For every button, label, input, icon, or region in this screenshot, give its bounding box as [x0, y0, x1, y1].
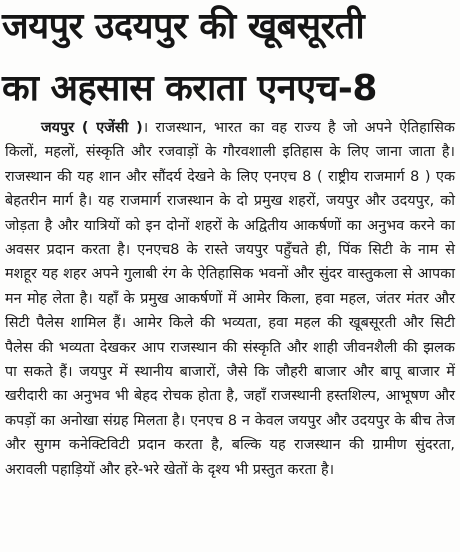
- dateline: जयपुर ( एजेंसी ): [41, 120, 143, 136]
- headline-line-2: का अहसास कराता एनएच-8: [2, 68, 377, 109]
- article-body: [5, 116, 455, 482]
- article-body-text: । राजस्थान, भारत का वह राज्य है जो अपने ऐतिहासिक किलों, महलों, संस्कृति और रजवाड़ों के गौरवशाली इतिहास के लिए जाना जाता है। राजस्थान की यह शान और सौंदर्य देखने के लिए एनएच 8 ( राष्ट्रीय राजमार्ग 8 ) एक बेहतरीन मार्ग है। यह राजमार्ग राजस्थान के दो प्रमुख शहरों, जयपुर और उदयपुर, को जोड़ता है और यात्रियों को इन दोनों शहरों के अद्वितीय आकर्षणों का अनुभव करने का अवसर प्रदान करता है। एनएच8 के रास्ते जयपुर पहुँचते ही, पिंक सिटी के नाम से मशहूर यह शहर अपने गुलाबी रंग के ऐतिहासिक भवनों और सुंदर वास्तुकला से आपका मन मोह लेता है। यहाँ के प्रमुख आकर्षणों में आमेर किला, हवा महल, जंतर मंतर और सिटी पैलेस शामिल हैं। आमेर किले की भव्यता, हवा महल की खूबसूरती और सिटी पैलेस की भव्यता देखकर आप राजस्थान की संस्कृति और शाही जीवनशैली की झलक पा सकते हैं। जयपुर में स्थानीय बाजारों, जैसे कि जौहरी बाजार और बापू बाजार में खरीदारी का अनुभव भी बेहद रोचक होता है, जहाँ राजस्थानी हस्तशिल्प, आभूषण और कपड़ों का अनोखा संग्रह मिलता है। एनएच 8 न केवल जयपुर और उदयपुर के बीच तेज और सुगम कनेक्टिविटी प्रदान करता है, बल्कि यह राजस्थान की ग्रामीण सुंदरता, अरावली पहाड़ियों और हरे-भरे खेतों के दृश्य भी प्रस्तुत करता है।: [5, 120, 455, 478]
- headline-line-1: जयपुर उदयपुर की खूबसूरती: [2, 6, 365, 47]
